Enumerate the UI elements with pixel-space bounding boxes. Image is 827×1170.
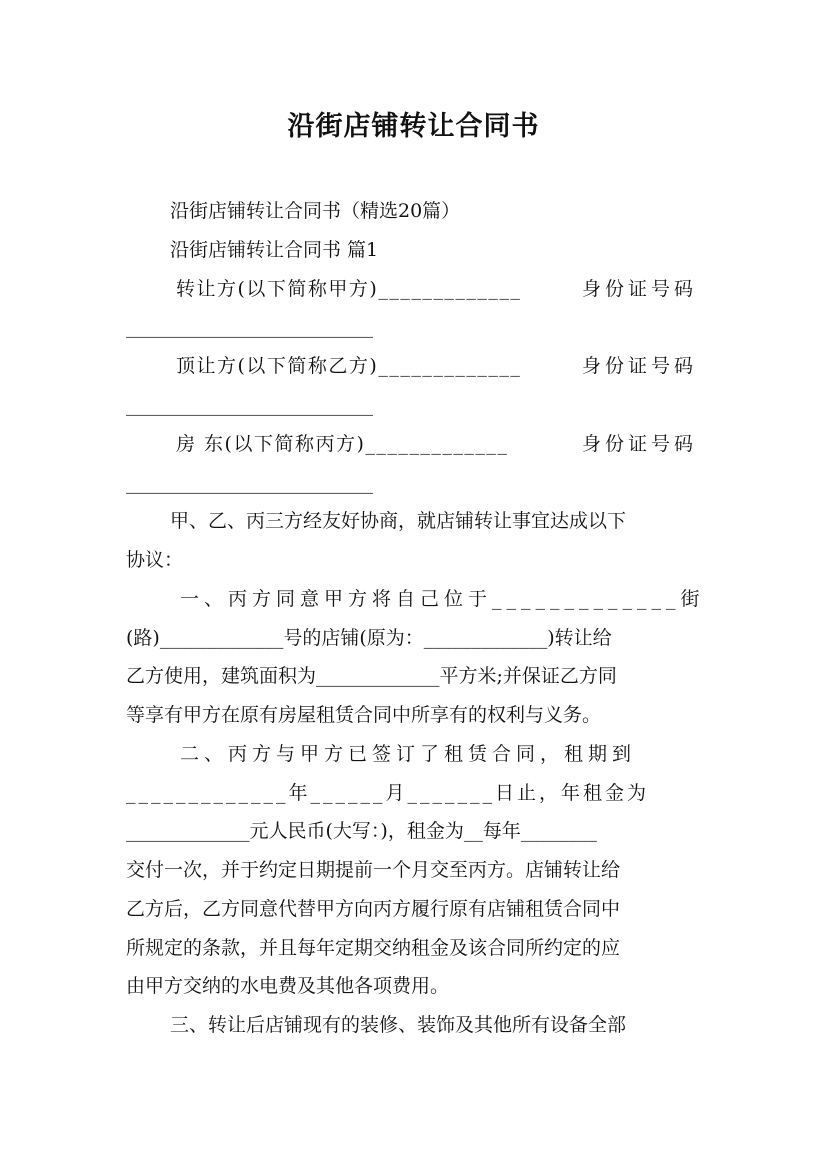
party-a-id-label: 身份证号码 [582, 278, 698, 300]
party-a-line: 转让方(以下简称甲方)_____________ [176, 278, 522, 300]
party-a-id-blank: __________________________ [126, 316, 373, 338]
clause-1-line-4: 等享有甲方在原有房屋租赁合同中所享有的权利与义务。 [126, 704, 602, 726]
clause-1-line-1: 一、丙方同意甲方将自己位于_____________街 [180, 588, 705, 610]
party-b-line: 顶让方(以下简称乙方)_____________ [176, 355, 522, 377]
party-c-id-label: 身份证号码 [582, 433, 698, 455]
party-c-id-blank: __________________________ [126, 472, 373, 494]
party-b-id-label: 身份证号码 [582, 355, 698, 377]
clause-2-line-2: _____________年______月_______日止，年租金为 [126, 782, 650, 804]
clause-2-line-6: 所规定的条款，并且每年定期交纳租金及该合同所约定的应 [126, 937, 621, 959]
clause-3-line-1: 三、转让后店铺现有的装修、装饰及其他所有设备全部 [170, 1014, 627, 1036]
clause-2-line-7: 由甲方交纳的水电费及其他各项费用。 [126, 975, 450, 997]
party-c-line: 房 东(以下简称丙方)_____________ [176, 433, 509, 455]
subtitle-line: 沿街店铺转让合同书（精选20篇） [170, 200, 461, 222]
clause-2-line-4: 交付一次，并于约定日期提前一个月交至丙方。店铺转让给 [126, 859, 621, 881]
agreement-intro-line: 甲、乙、丙三方经友好协商，就店铺转让事宜达成以下 [170, 510, 627, 532]
clause-1-line-2: (路)_____________号的店铺(原为：_____________)转让给 [126, 627, 612, 649]
clause-2-line-3: _____________元人民币(大写：)，租金为__每年________ [126, 820, 597, 842]
clause-1-line-3: 乙方使用，建筑面积为_____________平方米;并保证乙方同 [126, 665, 617, 687]
party-b-id-blank: __________________________ [126, 394, 373, 416]
document-title: 沿街店铺转让合同书 [287, 111, 540, 142]
agreement-intro-cont: 协议： [126, 549, 184, 571]
clause-2-line-1: 二、丙方与甲方已签订了租赁合同，租期到 [180, 743, 637, 765]
section-heading: 沿街店铺转让合同书 篇1 [170, 239, 379, 261]
clause-2-line-5: 乙方后，乙方同意代替甲方向丙方履行原有店铺租赁合同中 [126, 898, 621, 920]
